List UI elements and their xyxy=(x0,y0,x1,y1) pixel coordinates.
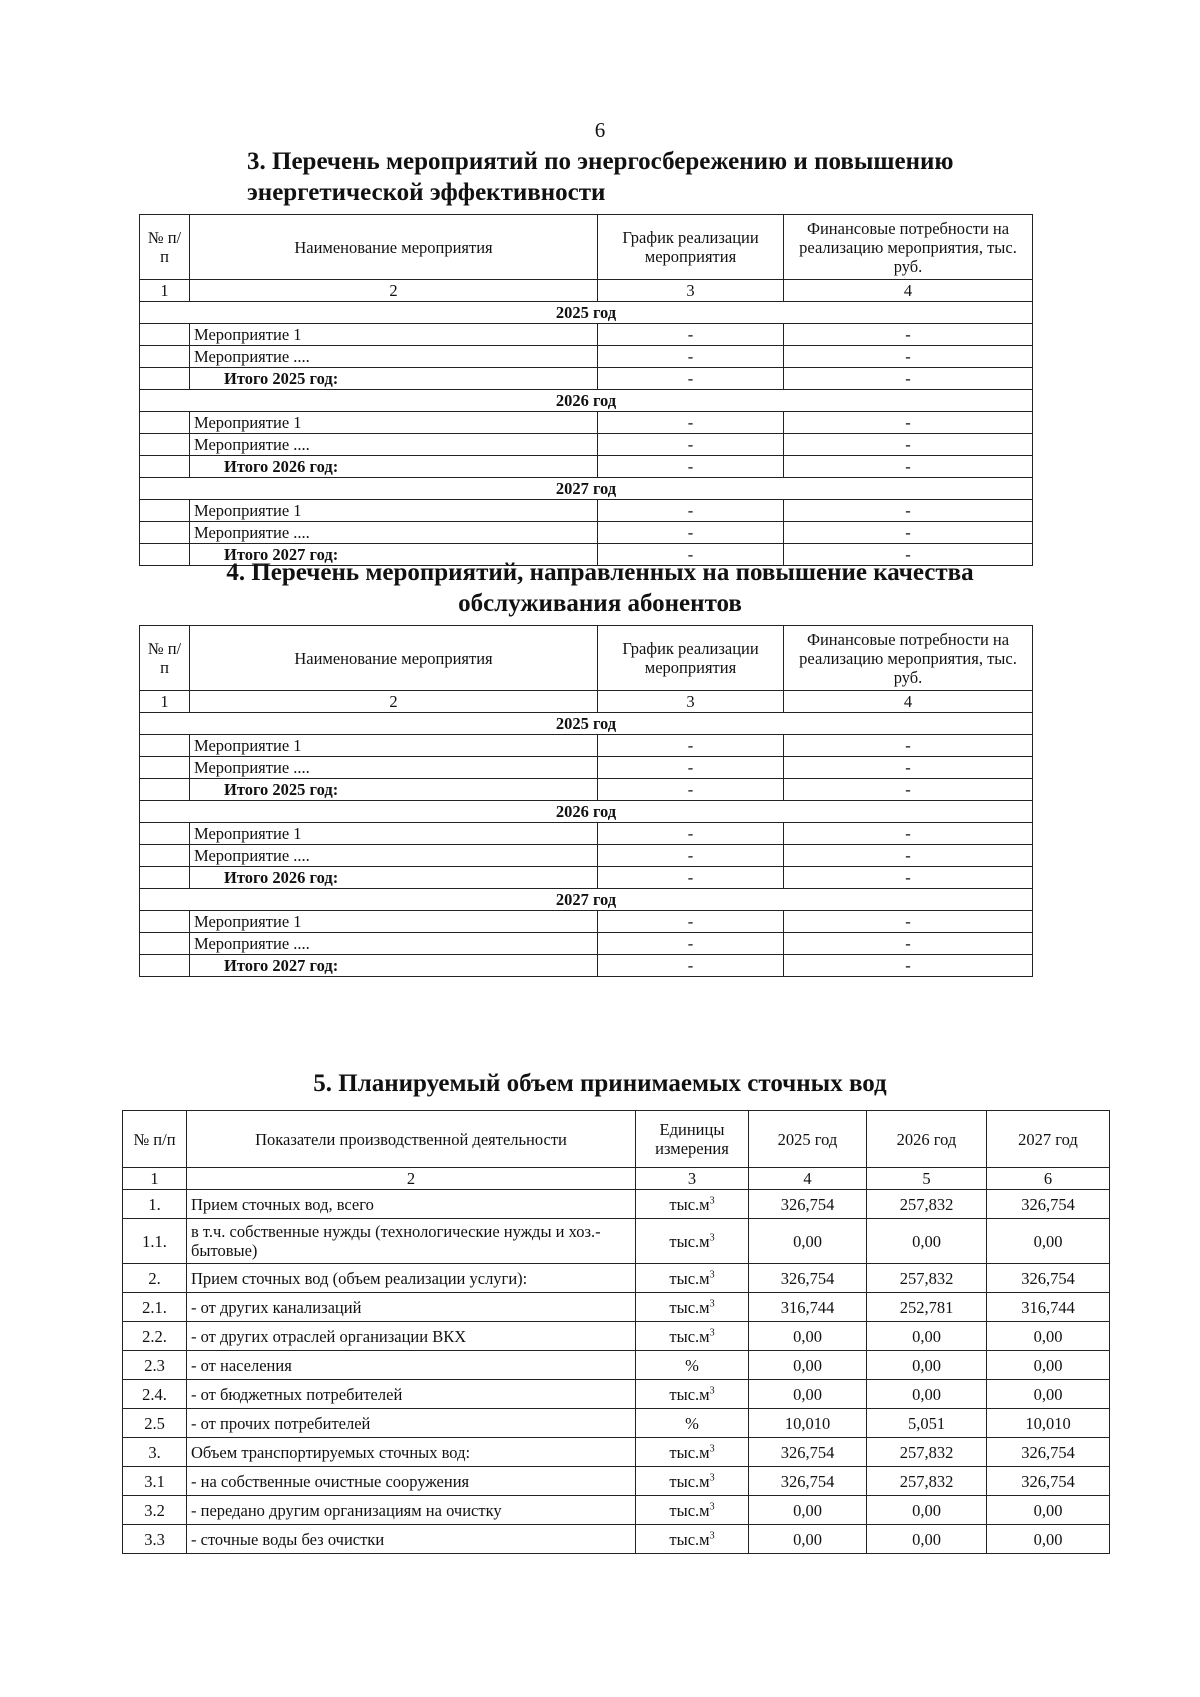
col-number: 1 xyxy=(123,1168,187,1190)
unit-superscript: 3 xyxy=(709,1530,715,1541)
item-name: Мероприятие .... xyxy=(190,933,598,955)
item-schedule: - xyxy=(598,845,784,867)
row-indicator: - от бюджетных потребителей xyxy=(187,1380,636,1409)
total-row xyxy=(140,368,1033,390)
item-name: Мероприятие .... xyxy=(190,346,598,368)
unit-text: тыс.м xyxy=(669,1384,710,1404)
row-unit xyxy=(636,1380,749,1409)
row-num: 2.3 xyxy=(123,1351,187,1380)
item-finance: - xyxy=(784,324,1033,346)
unit-superscript: 3 xyxy=(709,1232,715,1243)
total-row xyxy=(140,955,1033,977)
year-row: 2025 год xyxy=(140,713,1033,735)
total-schedule: - xyxy=(598,779,784,801)
item-name: Мероприятие .... xyxy=(190,845,598,867)
total-name: Итого 2026 год: xyxy=(190,867,598,889)
header-2025: 2025 год xyxy=(749,1111,867,1168)
row-2026: 0,00 xyxy=(867,1525,987,1554)
row-unit xyxy=(636,1409,749,1438)
item-finance: - xyxy=(784,500,1033,522)
header-name: Наименование мероприятия xyxy=(190,626,598,691)
total-schedule: - xyxy=(598,544,784,566)
row-indicator: - сточные воды без очистки xyxy=(187,1525,636,1554)
row-indicator: - передано другим организациям на очистку xyxy=(187,1496,636,1525)
unit-text: тыс.м xyxy=(669,1529,710,1549)
row-2026: 257,832 xyxy=(867,1264,987,1293)
row-2025: 326,754 xyxy=(749,1438,867,1467)
item-finance: - xyxy=(784,845,1033,867)
row-2026: 0,00 xyxy=(867,1496,987,1525)
col-number: 1 xyxy=(140,280,190,302)
unit-text: % xyxy=(685,1413,699,1433)
row-unit xyxy=(636,1351,749,1380)
col-number: 4 xyxy=(749,1168,867,1190)
year-row: 2027 год xyxy=(140,478,1033,500)
table-row xyxy=(123,1496,1110,1525)
row-2027: 326,754 xyxy=(987,1438,1110,1467)
row-2025: 0,00 xyxy=(749,1351,867,1380)
year-row: 2026 год xyxy=(140,390,1033,412)
item-name: Мероприятие .... xyxy=(190,522,598,544)
table-row xyxy=(123,1293,1110,1322)
row-unit xyxy=(636,1293,749,1322)
header-2026: 2026 год xyxy=(867,1111,987,1168)
item-name: Мероприятие 1 xyxy=(190,911,598,933)
col-number: 4 xyxy=(784,280,1033,302)
section-4-title-line-2: обслуживания абонентов xyxy=(458,590,742,617)
section-4-title-line-1: 4. Перечень мероприятий, направленных на повышение качества xyxy=(226,559,974,586)
item-finance: - xyxy=(784,823,1033,845)
row-2027: 0,00 xyxy=(987,1322,1110,1351)
year-row: 2025 год xyxy=(140,302,1033,324)
item-name: Мероприятие .... xyxy=(190,757,598,779)
header-num: № п/п xyxy=(140,626,190,691)
row-2025: 326,754 xyxy=(749,1190,867,1219)
row-num: 3.2 xyxy=(123,1496,187,1525)
row-2027: 326,754 xyxy=(987,1264,1110,1293)
item-schedule: - xyxy=(598,735,784,757)
row-indicator: - от населения xyxy=(187,1351,636,1380)
row-2025: 10,010 xyxy=(749,1409,867,1438)
unit-text: тыс.м xyxy=(669,1297,710,1317)
item-name: Мероприятие 1 xyxy=(190,823,598,845)
row-2025: 0,00 xyxy=(749,1219,867,1264)
section-5-title: 5. Планируемый объем принимаемых сточных вод xyxy=(313,1070,887,1097)
col-number: 3 xyxy=(598,280,784,302)
table-row xyxy=(140,412,1033,434)
total-name: Итого 2027 год: xyxy=(190,544,598,566)
row-num: 2.1. xyxy=(123,1293,187,1322)
unit-text: тыс.м xyxy=(669,1194,710,1214)
row-2027: 0,00 xyxy=(987,1496,1110,1525)
table-row xyxy=(123,1380,1110,1409)
item-name: Мероприятие .... xyxy=(190,434,598,456)
unit-superscript: 3 xyxy=(709,1327,715,1338)
section-5-table xyxy=(122,1110,1110,1554)
unit-superscript: 3 xyxy=(709,1269,715,1280)
item-schedule: - xyxy=(598,412,784,434)
col-number: 2 xyxy=(190,280,598,302)
col-number: 3 xyxy=(636,1168,749,1190)
item-name: Мероприятие 1 xyxy=(190,412,598,434)
table-row xyxy=(123,1467,1110,1496)
row-indicator: в т.ч. собственные нужды (технологические нужды и хоз.-бытовые) xyxy=(187,1219,636,1264)
col-number: 1 xyxy=(140,691,190,713)
item-finance: - xyxy=(784,933,1033,955)
row-num: 1.1. xyxy=(123,1219,187,1264)
row-2026: 5,051 xyxy=(867,1409,987,1438)
item-name: Мероприятие 1 xyxy=(190,324,598,346)
col-number: 4 xyxy=(784,691,1033,713)
row-2025: 0,00 xyxy=(749,1525,867,1554)
table-row xyxy=(140,823,1033,845)
table-row xyxy=(140,735,1033,757)
total-schedule: - xyxy=(598,955,784,977)
table-row xyxy=(140,845,1033,867)
row-num: 3. xyxy=(123,1438,187,1467)
total-schedule: - xyxy=(598,368,784,390)
item-finance: - xyxy=(784,412,1033,434)
row-unit xyxy=(636,1190,749,1219)
col-number: 2 xyxy=(190,691,598,713)
table-row xyxy=(123,1525,1110,1554)
year-row: 2027 год xyxy=(140,889,1033,911)
col-number: 2 xyxy=(187,1168,636,1190)
row-2026: 0,00 xyxy=(867,1322,987,1351)
row-2026: 257,832 xyxy=(867,1438,987,1467)
row-indicator: - от других канализаций xyxy=(187,1293,636,1322)
table-row xyxy=(140,757,1033,779)
table-row xyxy=(123,1219,1110,1264)
total-name: Итого 2025 год: xyxy=(190,779,598,801)
unit-superscript: 3 xyxy=(709,1501,715,1512)
header-indicator: Показатели производственной деятельности xyxy=(187,1111,636,1168)
row-2026: 0,00 xyxy=(867,1219,987,1264)
table-row xyxy=(140,324,1033,346)
row-2026: 257,832 xyxy=(867,1467,987,1496)
row-2026: 0,00 xyxy=(867,1351,987,1380)
header-name: Наименование мероприятия xyxy=(190,215,598,280)
row-2027: 0,00 xyxy=(987,1380,1110,1409)
section-3-title-line-2: энергетической эффективности xyxy=(247,179,606,206)
item-schedule: - xyxy=(598,823,784,845)
row-2025: 0,00 xyxy=(749,1322,867,1351)
header-num: № п/п xyxy=(140,215,190,280)
row-unit xyxy=(636,1322,749,1351)
row-2027: 0,00 xyxy=(987,1219,1110,1264)
total-finance: - xyxy=(784,867,1033,889)
item-finance: - xyxy=(784,434,1033,456)
total-name: Итого 2027 год: xyxy=(190,955,598,977)
total-schedule: - xyxy=(598,456,784,478)
unit-text: % xyxy=(685,1355,699,1375)
unit-superscript: 3 xyxy=(709,1385,715,1396)
total-name: Итого 2026 год: xyxy=(190,456,598,478)
total-name: Итого 2025 год: xyxy=(190,368,598,390)
table-row xyxy=(140,434,1033,456)
section-3-table xyxy=(139,214,1033,566)
col-number: 5 xyxy=(867,1168,987,1190)
unit-superscript: 3 xyxy=(709,1472,715,1483)
row-num: 2.5 xyxy=(123,1409,187,1438)
header-schedule: График реализации мероприятия xyxy=(598,626,784,691)
unit-superscript: 3 xyxy=(709,1443,715,1454)
row-2025: 0,00 xyxy=(749,1496,867,1525)
row-indicator: Прием сточных вод (объем реализации услуги): xyxy=(187,1264,636,1293)
total-finance: - xyxy=(784,368,1033,390)
total-schedule: - xyxy=(598,867,784,889)
page-number: 6 xyxy=(594,118,606,142)
item-schedule: - xyxy=(598,346,784,368)
header-finance: Финансовые потребности на реализацию мероприятия, тыс. руб. xyxy=(784,215,1033,280)
row-2025: 326,754 xyxy=(749,1264,867,1293)
table-row xyxy=(123,1322,1110,1351)
row-2026: 257,832 xyxy=(867,1190,987,1219)
row-num: 2.4. xyxy=(123,1380,187,1409)
item-name: Мероприятие 1 xyxy=(190,735,598,757)
total-finance: - xyxy=(784,955,1033,977)
row-2027: 10,010 xyxy=(987,1409,1110,1438)
row-2026: 0,00 xyxy=(867,1380,987,1409)
unit-text: тыс.м xyxy=(669,1326,710,1346)
row-indicator: Объем транспортируемых сточных вод: xyxy=(187,1438,636,1467)
table-row xyxy=(140,933,1033,955)
item-schedule: - xyxy=(598,933,784,955)
total-row xyxy=(140,779,1033,801)
row-2027: 0,00 xyxy=(987,1351,1110,1380)
item-schedule: - xyxy=(598,500,784,522)
row-num: 3.3 xyxy=(123,1525,187,1554)
item-schedule: - xyxy=(598,757,784,779)
total-row xyxy=(140,456,1033,478)
item-finance: - xyxy=(784,735,1033,757)
table-row xyxy=(123,1264,1110,1293)
row-unit xyxy=(636,1219,749,1264)
header-unit: Единицы измерения xyxy=(636,1111,749,1168)
unit-text: тыс.м xyxy=(669,1471,710,1491)
unit-text: тыс.м xyxy=(669,1268,710,1288)
row-unit xyxy=(636,1525,749,1554)
row-2027: 326,754 xyxy=(987,1190,1110,1219)
item-name: Мероприятие 1 xyxy=(190,500,598,522)
unit-text: тыс.м xyxy=(669,1442,710,1462)
item-schedule: - xyxy=(598,911,784,933)
row-num: 2.2. xyxy=(123,1322,187,1351)
item-schedule: - xyxy=(598,434,784,456)
item-schedule: - xyxy=(598,324,784,346)
table-row xyxy=(123,1351,1110,1380)
row-2026: 252,781 xyxy=(867,1293,987,1322)
table-row xyxy=(140,522,1033,544)
row-indicator: - от прочих потребителей xyxy=(187,1409,636,1438)
item-finance: - xyxy=(784,522,1033,544)
col-number: 6 xyxy=(987,1168,1110,1190)
item-finance: - xyxy=(784,757,1033,779)
table-row xyxy=(140,911,1033,933)
row-2025: 326,754 xyxy=(749,1467,867,1496)
row-indicator: - от других отраслей организации ВКХ xyxy=(187,1322,636,1351)
total-row xyxy=(140,867,1033,889)
unit-superscript: 3 xyxy=(709,1195,715,1206)
table-row xyxy=(140,500,1033,522)
row-unit xyxy=(636,1496,749,1525)
item-schedule: - xyxy=(598,522,784,544)
unit-superscript: 3 xyxy=(709,1298,715,1309)
header-2027: 2027 год xyxy=(987,1111,1110,1168)
table-row xyxy=(123,1438,1110,1467)
header-num: № п/п xyxy=(123,1111,187,1168)
total-finance: - xyxy=(784,779,1033,801)
row-indicator: Прием сточных вод, всего xyxy=(187,1190,636,1219)
total-finance: - xyxy=(784,456,1033,478)
row-num: 2. xyxy=(123,1264,187,1293)
total-finance: - xyxy=(784,544,1033,566)
col-number: 3 xyxy=(598,691,784,713)
row-num: 3.1 xyxy=(123,1467,187,1496)
table-row xyxy=(140,346,1033,368)
unit-text: тыс.м xyxy=(669,1231,710,1251)
table-row xyxy=(123,1190,1110,1219)
row-2025: 316,744 xyxy=(749,1293,867,1322)
row-indicator: - на собственные очистные сооружения xyxy=(187,1467,636,1496)
header-schedule: График реализации мероприятия xyxy=(598,215,784,280)
row-2027: 0,00 xyxy=(987,1525,1110,1554)
row-unit xyxy=(636,1438,749,1467)
row-num: 1. xyxy=(123,1190,187,1219)
row-2027: 316,744 xyxy=(987,1293,1110,1322)
table-row xyxy=(123,1409,1110,1438)
year-row: 2026 год xyxy=(140,801,1033,823)
row-2027: 326,754 xyxy=(987,1467,1110,1496)
row-2025: 0,00 xyxy=(749,1380,867,1409)
section-3-title-line-1: 3. Перечень мероприятий по энергосбережению и повышению xyxy=(247,148,954,175)
unit-text: тыс.м xyxy=(669,1500,710,1520)
item-finance: - xyxy=(784,346,1033,368)
row-unit xyxy=(636,1467,749,1496)
row-unit xyxy=(636,1264,749,1293)
header-finance: Финансовые потребности на реализацию мероприятия, тыс. руб. xyxy=(784,626,1033,691)
item-finance: - xyxy=(784,911,1033,933)
section-4-table xyxy=(139,625,1033,977)
